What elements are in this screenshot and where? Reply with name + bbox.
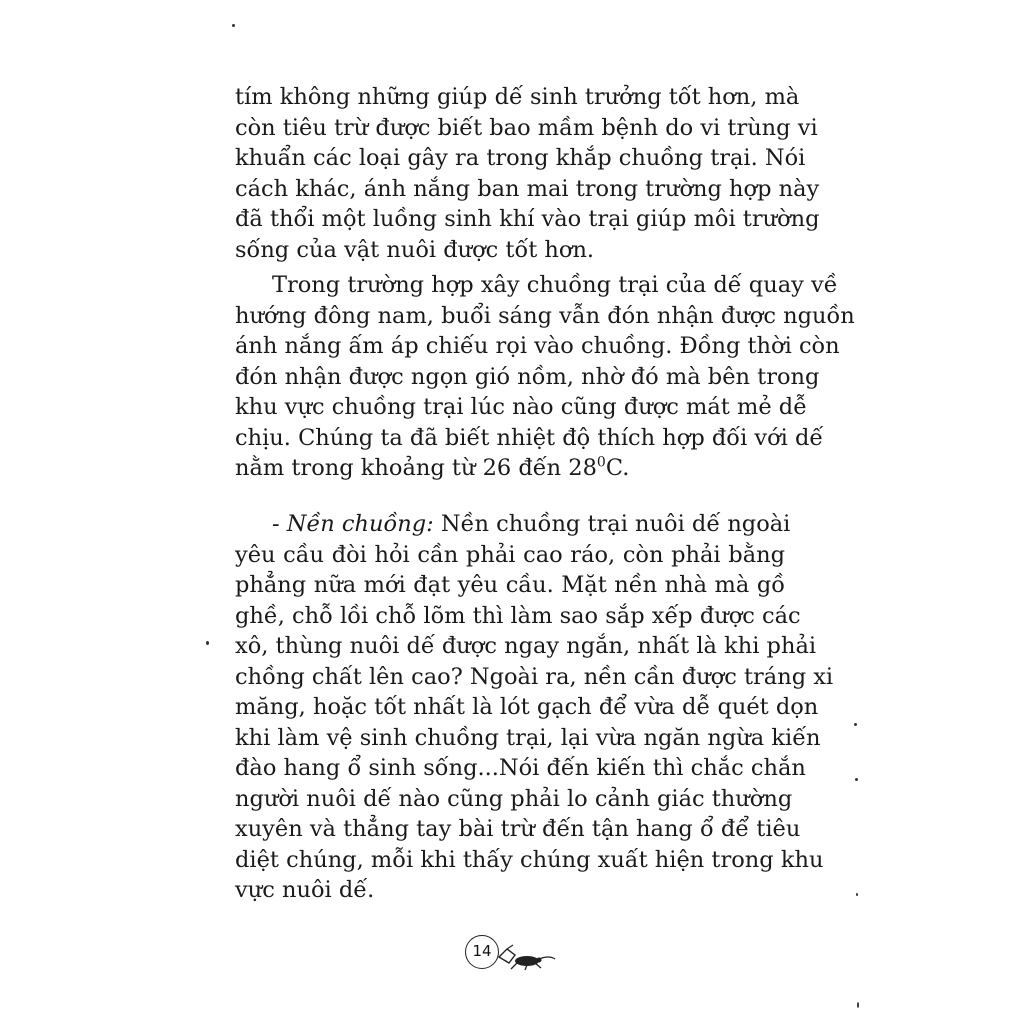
section-heading-italic: - Nền chuồng: bbox=[272, 511, 434, 537]
paragraph-3 bbox=[235, 509, 834, 906]
text-line: chịu. Chúng ta đã biết nhiệt độ thích hợp đối với dế bbox=[235, 424, 824, 451]
paper-speck bbox=[206, 641, 209, 645]
text-fragment: nằm trong khoảng từ 26 đến 28 bbox=[235, 455, 597, 481]
text-line bbox=[235, 509, 791, 540]
text-line: măng, hoặc tốt nhất là lót gạch để vừa dễ quét dọn bbox=[235, 694, 819, 720]
text-fragment: C. bbox=[605, 455, 630, 481]
paper-speck bbox=[856, 893, 858, 896]
text-line: sống của vật nuôi được tốt hơn. bbox=[235, 236, 595, 263]
text-line: đào hang ổ sinh sống...Nói đến kiến thì chắc chắn bbox=[235, 755, 806, 781]
text-line: phẳng nữa mới đạt yêu cầu. Mặt nền nhà mà gồ bbox=[235, 572, 785, 598]
text-line: đón nhận được ngọn gió nồm, nhờ đó mà bên trong bbox=[235, 363, 820, 390]
text-line: ánh nắng ấm áp chiếu rọi vào chuồng. Đồng thời còn bbox=[235, 333, 840, 359]
text-line: người nuôi dế nào cũng phải lo cảnh giác thường bbox=[235, 785, 793, 812]
text-line: ghề, chỗ lồi chỗ lõm thì làm sao sắp xếp được các bbox=[235, 602, 801, 629]
text-line: hướng đông nam, buổi sáng vẫn đón nhận được nguồn bbox=[235, 302, 855, 329]
text-line: chồng chất lên cao? Ngoài ra, nền cần được tráng xi bbox=[235, 663, 834, 690]
text-line: khuẩn các loại gây ra trong khắp chuồng trại. Nói bbox=[235, 145, 806, 171]
paper-speck bbox=[855, 778, 858, 781]
degree-superscript: 0 bbox=[596, 454, 606, 471]
text-line: diệt chúng, mỗi khi thấy chúng xuất hiện trong khu bbox=[235, 846, 824, 873]
text-line: vực nuôi dế. bbox=[235, 877, 375, 903]
text-line: khi làm vệ sinh chuồng trại, lại vừa ngăn ngừa kiến bbox=[235, 724, 821, 751]
paragraph-1 bbox=[235, 82, 820, 265]
page-number: 14 bbox=[465, 935, 499, 969]
text-line: khu vực chuồng trại lúc nào cũng được mát mẻ dễ bbox=[235, 394, 808, 420]
text-line: Trong trường hợp xây chuồng trại của dế quay về bbox=[272, 272, 838, 298]
page-footer bbox=[465, 935, 560, 975]
text-line: đã thổi một luồng sinh khí vào trại giúp môi trường bbox=[235, 206, 820, 232]
text-line: cách khác, ánh nắng ban mai trong trường hợp này bbox=[235, 175, 820, 202]
text-line: tím không những giúp dế sinh trưởng tốt hơn, mà bbox=[235, 84, 800, 110]
text-line: yêu cầu đòi hỏi cần phải cao ráo, còn phải bằng bbox=[235, 541, 785, 568]
text-line: xô, thùng nuôi dế được ngay ngắn, nhất là khi phải bbox=[235, 633, 817, 659]
paper-speck bbox=[854, 723, 857, 726]
text-line: xuyên và thẳng tay bài trừ đến tận hang ổ để tiêu bbox=[235, 816, 801, 842]
paper-speck bbox=[232, 24, 235, 27]
text-line bbox=[235, 453, 785, 484]
text-fragment: Nền chuồng trại nuôi dế ngoài bbox=[433, 511, 791, 537]
paragraph-2 bbox=[235, 270, 855, 484]
text-line: còn tiêu trừ được biết bao mầm bệnh do vi trùng vi bbox=[235, 114, 818, 141]
paper-speck bbox=[857, 1002, 859, 1008]
cricket-icon bbox=[497, 941, 557, 971]
